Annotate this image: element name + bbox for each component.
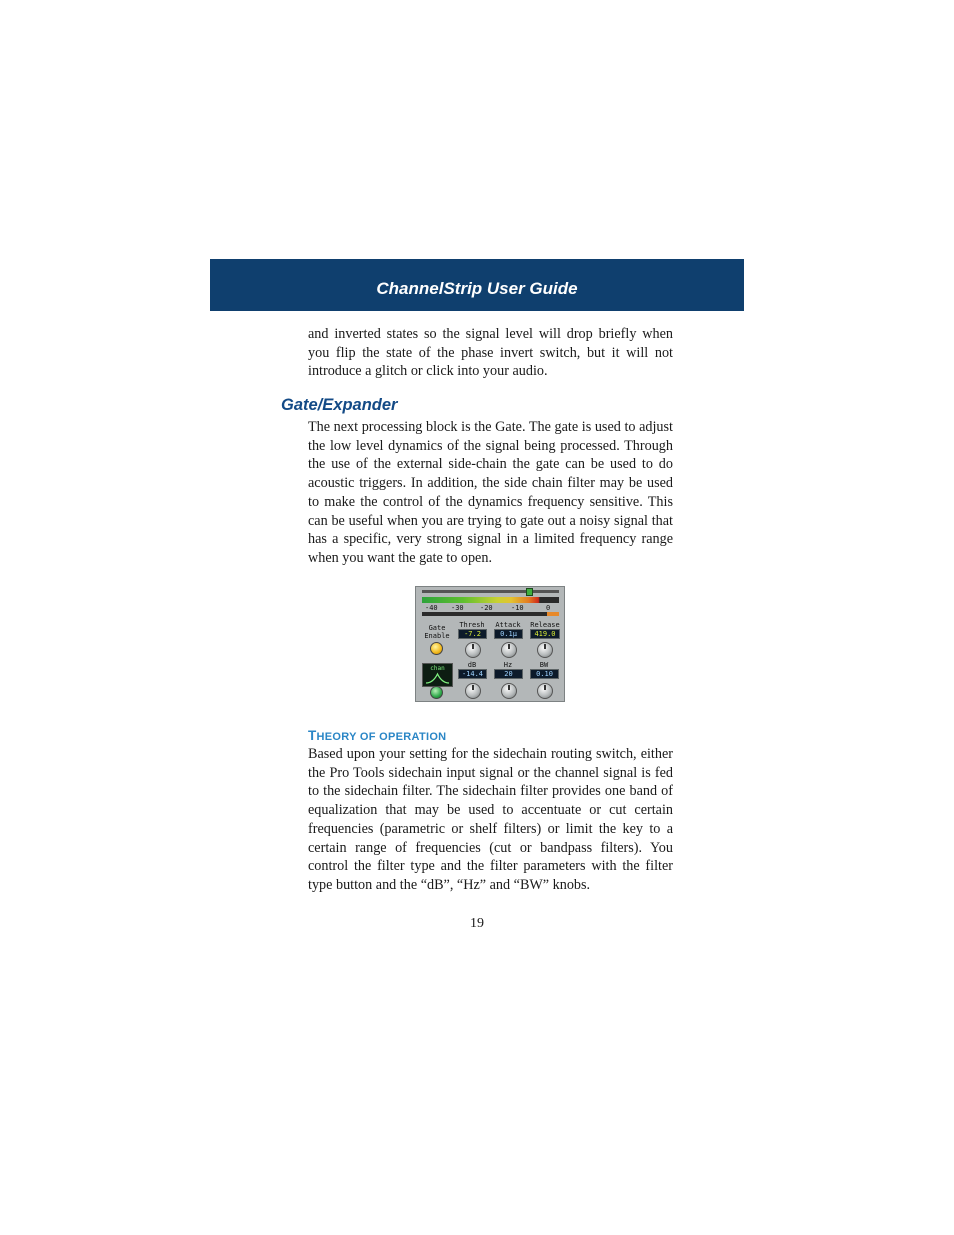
release-knob[interactable]: [537, 642, 553, 658]
meter-scale-label: 0: [546, 604, 551, 612]
gate-plugin-panel: [415, 586, 565, 702]
threshold-slider-track[interactable]: [422, 590, 559, 593]
page-header-title: ChannelStrip User Guide: [376, 279, 578, 298]
attack-knob[interactable]: [501, 642, 517, 658]
level-meter: [422, 597, 559, 603]
subsection-title-rest: HEORY OF OPERATION: [316, 731, 447, 743]
gate-enable-label: Gate Enable: [424, 624, 450, 640]
db-value-display: -14.4: [458, 669, 487, 679]
intro-paragraph: and inverted states so the signal level will drop briefly when you flip the state of the phase invert switch, but it will not introduce a glitch or click into your audio.: [308, 326, 673, 380]
db-label: dB: [467, 661, 477, 669]
section-title: Gate/Expander: [281, 396, 398, 414]
meter-scale-label: -30: [451, 604, 464, 612]
bw-knob[interactable]: [537, 683, 553, 699]
page-number: 19: [470, 916, 484, 931]
hz-value-display: 20: [494, 669, 523, 679]
meter-scale-label: -40: [425, 604, 438, 612]
subsection-title-initial: T: [308, 728, 317, 743]
release-value-display: 419.0: [530, 629, 560, 639]
release-label: Release: [530, 621, 560, 629]
header-band: [210, 259, 744, 311]
subsection-paragraph: Based upon your setting for the sidechain routing switch, either the Pro Tools sidechain input signal or the channel signal is fed to the sidechain filter. The sidechain filter provides one band of equalization that may be used to accentuate or cut certain frequencies (parametric or shelf filters) or limit the key to a certain range of frequencies (cut or bandpass filters). You control the filter type and the filter parameters with the filter type button and the “dB”, “Hz” and “BW” knobs.: [308, 746, 673, 893]
attack-label: Attack: [495, 621, 521, 629]
thresh-knob[interactable]: [465, 642, 481, 658]
gate-enable-button[interactable]: [430, 642, 443, 655]
sidechain-filter-button[interactable]: [430, 686, 443, 699]
meter-scale: [422, 604, 559, 612]
subsection-title: [308, 728, 446, 743]
filter-type-button[interactable]: [422, 663, 453, 687]
thresh-label: Thresh: [459, 621, 485, 629]
bw-label: BW: [539, 661, 549, 669]
filter-type-label: chan: [430, 665, 445, 672]
attack-value-display: 0.1µ: [494, 629, 523, 639]
bw-value-display: 0.10: [530, 669, 559, 679]
meter-scale-label: -10: [511, 604, 524, 612]
db-knob[interactable]: [465, 683, 481, 699]
bandpass-filter-icon: [423, 671, 452, 685]
section-paragraph: The next processing block is the Gate. The gate is used to adjust the low level dynamics of the signal being processed. Through the use of the external side-chain the gate can be used to do acoustic triggers. In addition, the side chain filter may be used to make the control of the dynamics frequency sensitive. This can be useful when you are trying to gate out a noisy signal that has a specific, very strong signal in a limited frequency range when you want the gate to open.: [308, 419, 673, 566]
clip-indicator: [547, 612, 559, 616]
hz-label: Hz: [503, 661, 513, 669]
threshold-slider-handle[interactable]: [526, 588, 533, 596]
thresh-value-display: -7.2: [458, 629, 487, 639]
hz-knob[interactable]: [501, 683, 517, 699]
meter-tick-strip: [422, 612, 559, 616]
meter-scale-label: -20: [480, 604, 493, 612]
